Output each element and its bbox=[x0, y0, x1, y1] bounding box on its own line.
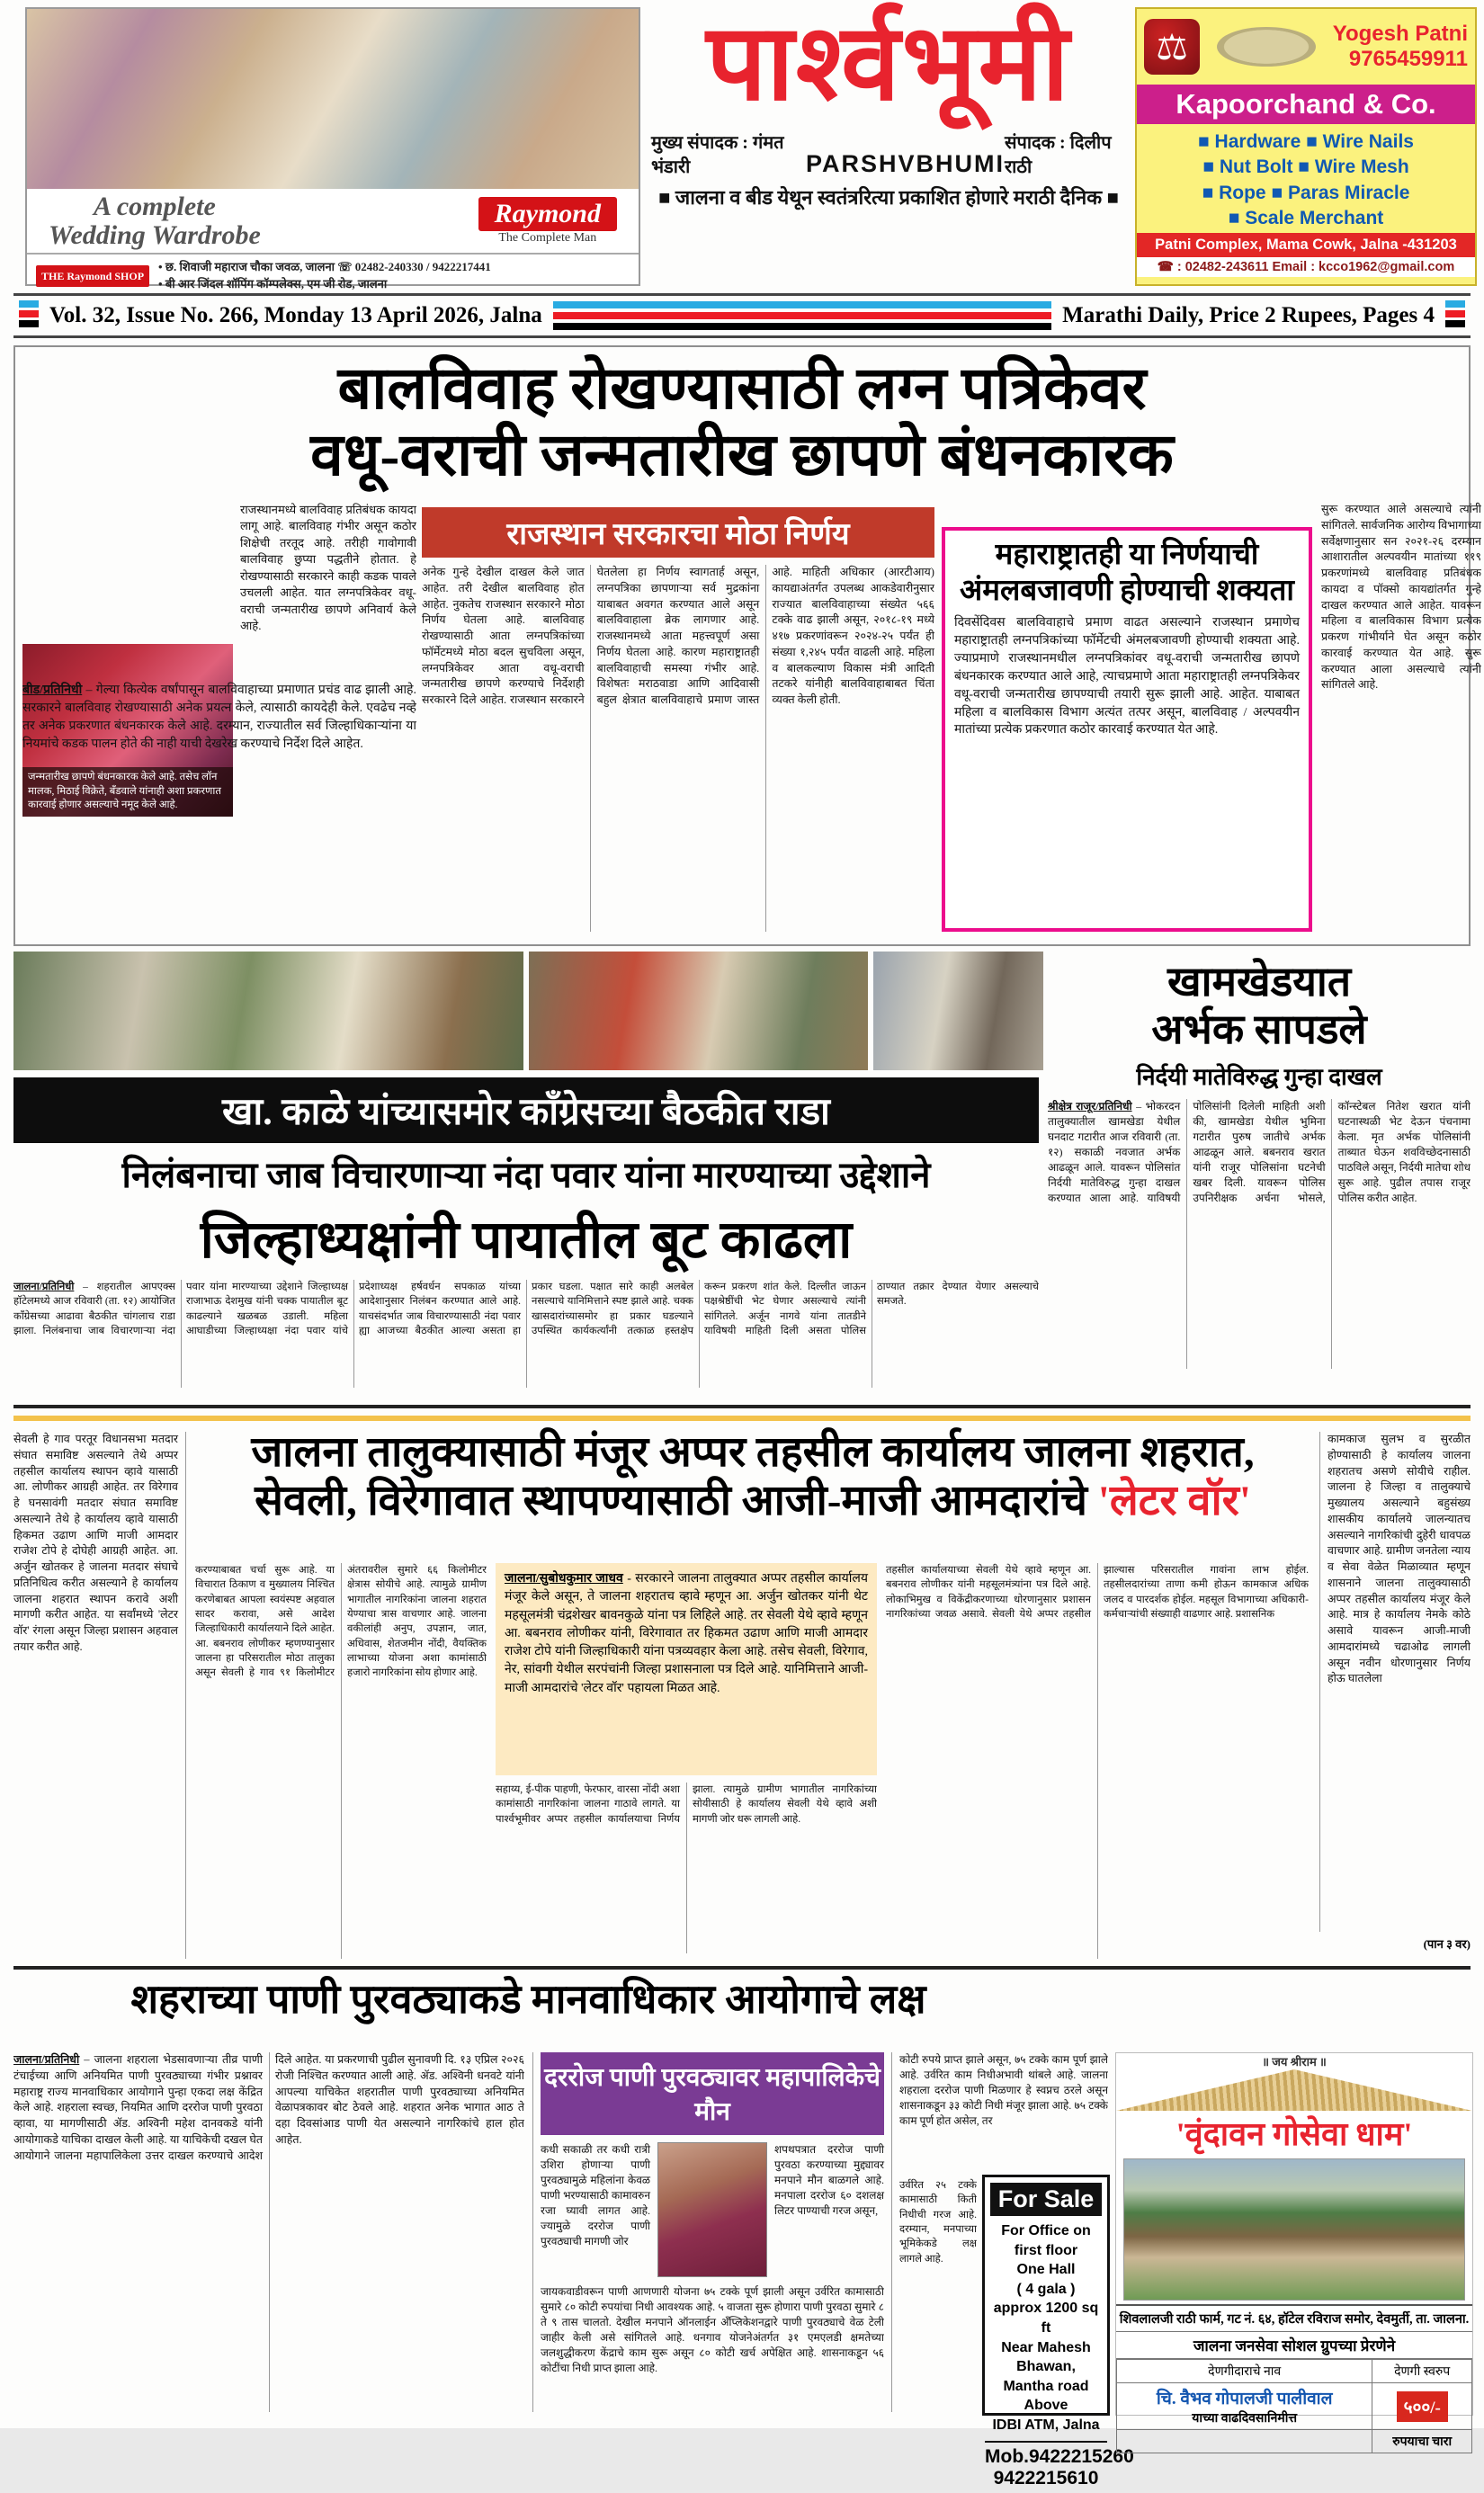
main-story bbox=[13, 345, 1481, 946]
editor: संपादक : दिलीप राठी bbox=[1005, 133, 1112, 177]
water-right-side: उर्वरित २५ टक्के कामासाठी किती निधीची गरज आहे. दरम्यान, मनपाच्या भूमिकेकडे लक्ष लागले आहे. bbox=[899, 2180, 977, 2265]
paper-title: पार्श्वभूमी bbox=[706, 4, 1071, 122]
tehsil-yellow-box-body: - सरकारने जालना तालुक्यात अप्पर तहसील कार्यालय मंजूर केले असून, ते जालना शहरातच व्हावे म्हणून आ. अर्जुन खोतकर यांनी थेट महसूलमंत्री चंद्रशेखर बावनकुळे यांना पत्र लिहिले आहे. तर सेवली येथे व्हावे म्हणून आ. बबनराव लोणीकर यांनी, विरेगावात तर हिकमत उढाण आणि माजी आमदार राजेश टोपे यांनी जिल्हाधिकारी यांना पत्रव्यवहार केला आहे. तसेच सेवली, विरेगाव, नेर, सांवगी येथील सरपंचांनी जिल्हा प्रशासनाला पत्र दिले आहे. यानिमित्ताने आजी-माजी आमदारांचे 'लेटर वॉर' पहायला मिळत आहे. bbox=[505, 1572, 869, 1695]
water-right-column: कोटी रुपये प्राप्त झाले असून, ७५ टक्के काम पूर्ण झाले आहे. उर्वरित काम निधीअभावी थांबले आहे. जालना शहराला दररोज पाणी मिळणार हे स्वप्नच ठरले असून शासनाकडून ३३ कोटी निधी मंजूर झाला आहे. ७५ टक्के काम पूर्ण होत असेल, तर bbox=[899, 2053, 1108, 2128]
forsale-line2: One Hall bbox=[1016, 2262, 1076, 2278]
mauna-body: जायकवाडीवरून पाणी आणणारी योजना ७५ टक्के पूर्ण झाली असून उर्वरित कामासाठी सुमारे ८० कोटी रुपयांचा निधी आवश्यक आहे. ५ वाजता सुरू होणारा पाणी पुरवठा सुमारे ८ ते ९ तास चालतो. देखील मनपाने ऑनलाईन अँप्लिकेशनद्वारे पाणी पुरवठ्याचे वेळ टेली जाहीर केली असे सांगितले आहे. धनगाव योजनेअंतर्गत ३१ एमएलडी क्षमतेच्या जलशुद्धीकरण केंद्राचे काम सुरू असून ८० कोटी खर्च अपेक्षित आहे. शासनाकडून ५६ कोटींचा निधी प्राप्त झाला आहे. bbox=[541, 2285, 884, 2375]
meeting-photo-3 bbox=[873, 952, 1043, 1070]
orange-rule bbox=[13, 1416, 1471, 1421]
donation-table bbox=[1116, 2359, 1472, 2453]
raymond-address-2: • बी आर जिंदल शॉपिंग कॉम्पलेक्स, एम जी रोड, जालना bbox=[158, 276, 388, 290]
main-headline-2: वधू-वराची जन्मतारीख छापणे बंधनकारक bbox=[310, 422, 1174, 488]
kap-items-2: ■ Nut Bolt ■ Wire Mesh bbox=[1202, 156, 1409, 178]
rope-image bbox=[1217, 27, 1316, 67]
gauseva-title: 'वृंदावन गोसेवा धाम' bbox=[1176, 2116, 1413, 2152]
water-headline: शहराच्या पाणी पुरवठ्याकडे मानवाधिकार आयोगाचे लक्ष bbox=[130, 1977, 926, 2022]
raymond-logo-sub: The Complete Man bbox=[498, 230, 597, 245]
donation-kind: रुपयाचा चारा bbox=[1372, 2430, 1472, 2453]
tehsil-byline: जालना/सुबोधकुमार जाधव bbox=[505, 1572, 623, 1586]
mauna-story bbox=[532, 2052, 892, 2412]
kap-phone: 9765459911 bbox=[1348, 47, 1468, 71]
raymond-ad-text bbox=[49, 192, 261, 249]
tricolor-stripes bbox=[553, 301, 1051, 330]
rajasthan-box-title: राजस्थान सरकारचा मोठा निर्णय bbox=[422, 507, 934, 558]
donation-amount: ५००/- bbox=[1397, 2391, 1448, 2422]
main-headline-1: बालविवाह रोखण्यासाठी लग्न पत्रिकेवर bbox=[337, 356, 1147, 422]
gauseva-ad bbox=[1115, 2052, 1473, 2449]
forsale-title: For Sale bbox=[990, 2183, 1102, 2216]
donation-empty-cell bbox=[1117, 2430, 1372, 2453]
kap-items-3: ■ Rope ■ Paras Miracle bbox=[1202, 182, 1410, 203]
main-columns: अनेक गुन्हे देखील दाखल केले जात आहेत. तरी देखील बालविवाह होत आहेत. नुकतेच राजस्थान सरकारने मोठा निर्णय घेतला आहे. बालविवाह रोखण्यासाठी आता लग्नपत्रिकांच्या फॉर्मेटमध्ये मोठा बदल सुचविला असून, लग्नपत्रिकेवर आता वधू-वराची जन्मतारीख छापणे करण्याचे निर्देशही सरकारने दिले आहेत. राजस्थान सरकारने घेतलेला हा निर्णय स्वागतार्ह असून, लग्नपत्रिका छापणाऱ्या सर्व मुद्रकांना याबाबत अवगत करण्यात आले असून बालविवाहाला ब्रेक लागणार आहे. राजस्थानमध्ये आता महत्त्वपूर्ण असा निर्णय घेतला आहे. कारण महाराष्ट्रातही बालविवाहाची समस्या गंभीर आहे. विशेषतः मराठवाडा आणि आदिवासी बहुल क्षेत्रात बालविवाहाचे प्रमाण जास्त आहे. माहिती अधिकार (आरटीआय) कायद्याअंतर्गत उपलब्ध आकडेवारीनुसार राज्यात बालविवाहाच्या संख्येत ५६६ टक्के वाढ झाली असून, २०१८-१९ मध्ये ४१७ प्रकरणांवरून २०२४-२५ पर्यंत ही संख्या १,२४५ पर्यंत वाढली आहे. महिला व बालकल्याण विकास मंत्री आदिती तटकरे यांनीही बालविवाहाबाबत चिंता व्यक्त केली होती. bbox=[422, 566, 934, 706]
khamkhed-byline: श्रीक्षेत्र राजूर/प्रतिनिधी bbox=[1048, 1099, 1132, 1112]
congress-story bbox=[13, 1077, 1039, 1403]
gauseva-jay-text: ॥ जय श्रीराम ॥ bbox=[1262, 2055, 1327, 2069]
khamkhed-subhead: निर्दयी मातेविरुद्ध गुन्हा दाखल bbox=[1136, 1063, 1382, 1090]
forsale-line7: IDBI ATM, Jalna bbox=[992, 2417, 1100, 2433]
meeting-photo-1 bbox=[13, 952, 523, 1070]
woman-photo bbox=[657, 2142, 767, 2277]
tehsil-yellow-box bbox=[496, 1563, 877, 1775]
main-byline-para bbox=[22, 682, 416, 934]
kap-items-1: ■ Hardware ■ Wire Nails bbox=[1198, 131, 1414, 152]
dateline-left: Vol. 32, Issue No. 266, Monday 13 April 2026, Jalna bbox=[49, 303, 542, 327]
chief-editor: मुख्य संपादक : गंमत भंडारी bbox=[651, 133, 784, 177]
maharashtra-box bbox=[942, 527, 1312, 932]
meeting-photo-2 bbox=[529, 952, 869, 1070]
water-story bbox=[13, 1977, 1043, 2024]
tehsil-story bbox=[13, 1428, 1471, 1961]
forsale-mobile-1: Mob.9422215260 bbox=[985, 2445, 1134, 2467]
congress-subhead: निलंबनाचा जाब विचारणाऱ्या नंदा पवार यांना मारण्याच्या उद्देशाने bbox=[121, 1155, 931, 1195]
donor-cell bbox=[1117, 2383, 1372, 2430]
bride-photo-caption: जन्मतारीख छापणे बंधनकारक केले आहे. तसेच लॉन मालक, मिठाई विक्रेते, बँडवाले यांनाही अशा प्रकरणात कारवाई होणार असल्याचे नमूद केले आहे. bbox=[22, 767, 233, 817]
thatched-roof-graphic bbox=[1116, 2069, 1472, 2111]
kap-address: Patni Complex, Mama Cowk, Jalna -431203 bbox=[1137, 233, 1475, 257]
water-body: – जालना शहराला भेडसावणाऱ्या तीव्र पाणी टंचाईच्या आणि अनियमित पाणी पुरवठ्याच्या गंभीर प्रश्नावर महाराष्ट्र राज्य मानवाधिकार आयोगाने पुन्हा एकदा लक्ष केंद्रित केले आहे. शहराला स्वच्छ, नियमित आणि दररोज पाणी पुरवठा व्हावा, या मागणीसाठी ॲड. अश्विनी महेश दानवकडे यांनी आयोगाकडे याचिका दाखल केली आहे. या याचिकेची दखल घेत आयोगाने जालना महापालिकेला उत्तर दाखल करण्याचे आदेश दिले आहेत. या प्रकरणाची पुढील सुनावणी दि. १३ एप्रिल २०२६ रोजी निश्चित करण्यात आली आहे. ॲड. अश्विनी धनवटे यांनी आपल्या याचिकेत शहरातील पाणी पुरवठ्याच्या अनियमित वेळापत्रकावर बोट ठेवले आहे. शहरात अनेक भागात आठ ते दहा दिवसांआड पाणी येत असल्याने नागरिकांचे हाल होत आहेत. bbox=[13, 2053, 524, 2162]
donation-col-amount-header: देणगी स्वरुप bbox=[1372, 2360, 1472, 2383]
congress-barline: खा. काळे यांच्यासमोर काँग्रेसच्या बैठकीत राडा bbox=[13, 1077, 1039, 1143]
raymond-ad bbox=[25, 7, 640, 290]
maharashtra-box-body: दिवसेंदिवस बालविवाहाचे प्रमाण वाढत असल्याने राजस्थान प्रमाणेच महाराष्ट्रातही लग्नपत्रिकांच्या फॉर्मेटची अंमलबजावणी होण्याची शक्यता आहे. ज्याप्रमाणे राजस्थानमधील लग्नपत्रिकांवर वधू-वराची जन्मतारीख छापणे बंधनकारक करण्यात आले आहे, त्याचप्रमाणे आता महाराष्ट्रातही लग्नपत्रिकेवर वधू-वराची जन्मतारीख छापण्याची तयारी सुरू झाली आहे. आहेत. याबाबत महिला व बालविकास विभाग अत्यंत तत्पर असून, बालविवाह / अल्पवयीन मातांच्या प्रत्येक प्रकरणात कठोर कारवाई करण्यात येत आहे. bbox=[954, 616, 1300, 737]
forsale-mobile-2: 9422215610 bbox=[993, 2467, 1099, 2489]
khamkhed-headline-1: खामखेडयात bbox=[1167, 959, 1352, 1005]
kap-contact: ☎ : 02482-243611 Email : kcco1962@gmail.com bbox=[1137, 257, 1475, 277]
forsale-line4: approx 1200 sq ft bbox=[993, 2301, 1099, 2336]
raymond-ad-line2: Wedding Wardrobe bbox=[49, 219, 261, 250]
khamkhed-story bbox=[1048, 959, 1471, 1403]
tehsil-continued: (पान ३ वर) bbox=[1423, 1937, 1471, 1951]
mauna-col2: शपथपत्रात दररोज पाणी पुरवठा करण्याच्या मुद्द्यावर मनपाने मौन बाळगले आहे. मनपाला दररोज ६० दशलक्ष लिटर पाण्याची गरज असून, bbox=[774, 2143, 884, 2218]
khamkhed-headline-2: अर्भक सापडले bbox=[1151, 1005, 1367, 1052]
main-byline: बीड/प्रतिनिधी bbox=[22, 684, 83, 697]
main-byline-body: – गेल्या कित्येक वर्षांपासून बालविवाहाच्या प्रमाणात प्रचंड वाढ झाली आहे. सरकारने बालविवाह रोखण्यासाठी अनेक प्रयत्न केले, त्यासाठी कायदेही केले. एवढेच नव्हे तर अनेक प्रकरणात बंधनकारक केले आहे. दरम्यान, राज्यातील सर्व जिल्हाधिकाऱ्यांना या नियमांचे कडक पालन होते की नाही याची देखरेख करण्याचे निर्देश दिले आहेत. bbox=[22, 684, 416, 751]
tehsil-right-column: कामकाज सुलभ व सुरळीत होण्यासाठी हे कार्यालय जालना शहरातच असणे सोयीचे राहील. जालना हे जिल्हा व तालुक्याचे मुख्यालय असल्याने बहुसंख्य शासकीय कार्यालये जालन्यातच असल्याने नागरिकांची दुहेरी धावपळ वाचणार आहे. ग्रामीण जनतेला न्याय व सेवा वेळेत मिळाव्यात म्हणून शासनाने जालना तालुक्यासाठी अप्पर तहसील कार्यालय मंजूर केले आहे. मात्र हे कार्यालय नेमके कोठे असावे यावरून आजी-माजी आमदारांमध्ये चढाओढ लागली असून नवीन धोरणानुसार निर्णय होऊ घातलेला bbox=[1319, 1432, 1471, 1932]
paper-tagline: ■ जालना व बीड येथून स्वतंत्ररित्या प्रकाशित होणारे मराठी दैनिक ■ bbox=[658, 186, 1119, 209]
raymond-logo: Raymond bbox=[478, 197, 617, 231]
rajasthan-box bbox=[422, 507, 934, 558]
section-divider bbox=[13, 1405, 1471, 1408]
tehsil-columns-a: करण्याबाबत चर्चा सुरू आहे. या विचारात ठिकाण व मुख्यालय निश्चित करणेबाबत आपला स्वयंस्पष्ट अहवाल सादर करावा, असे आदेश जिल्हाधिकारी कार्यालयाने दिले आहेत. आ. बबनराव लोणीकर म्हणण्यानुसार जालना हा परिसरातील मोठा तालुका असून सेवली हे गाव ९१ किलोमीटर अंतरावरील सुमारे ६६ किलोमीटर क्षेत्रास सोयीचे आहे. त्यामुळे ग्रामीण भागातील नागरिकांना जालना शहरात येण्याचा त्रास वाचणार आहे. जालना वकीलांही अनुप, उपज्ञान, जात, अधिवास, शेतजमीन नोंदी, वैयक्तिक लाभाच्या योजना अशा कामांसाठी हजारो नागरिकांना सोय होणार आहे. bbox=[195, 1565, 487, 1679]
gauseva-line: जालना जनसेवा सोशल ग्रुपच्या प्रेरणेने bbox=[1116, 2332, 1472, 2359]
raymond-address-1: • छ. शिवाजी महाराज चौका जवळ, जालना ☏ 02482-240330 / 9422217441 bbox=[158, 260, 491, 273]
mauna-headline: दररोज पाणी पुरवठ्यावर महापालिकेचे मौन bbox=[541, 2052, 884, 2135]
kap-items-4: ■ Scale Merchant bbox=[1228, 208, 1384, 229]
dateline-bar bbox=[13, 293, 1471, 338]
water-byline: जालना/प्रतिनिधी bbox=[13, 2053, 80, 2066]
raymond-shop-logo: THE Raymond SHOP bbox=[36, 265, 149, 287]
forsale-line3: ( 4 gala ) bbox=[1016, 2281, 1076, 2297]
tehsil-headline-2-black: सेवली, विरेगावात स्थापण्यासाठी आजी-माजी आमदारांचे bbox=[255, 1478, 1098, 1525]
gauseva-address: शिवलालजी राठी फार्म, गट नं. ६४, हॉटेल रविराज समोर, देवमुर्ती, ता. जालना. bbox=[1116, 2304, 1472, 2332]
forsale-line6: Mantha road Above bbox=[1003, 2378, 1089, 2414]
forsale-line1: For Office on first floor bbox=[1001, 2223, 1091, 2258]
tehsil-left-column: सेवली हे गाव परतूर विधानसभा मतदार संघात समाविष्ट असल्याने तेथे अप्पर तहसील कार्यालय स्थापन व्हावे यासाठी आ. लोणीकर आग्रही आहेत. तर विरेगाव हे घनसावंगी मतदार संघात समाविष्ट असल्याने तेथे हे कार्यालय व्हावे यासाठी हिकमत उढाण आणि माजी आमदार राजेश टोपे हे दोघेही आग्रही आहेत. आ. अर्जुन खोतकर हे जालना मतदार संघाचे प्रतिनिधित्व करीत असल्याने हे कार्यालय जालना शहरात स्थापन करावे अशी मागणी करीत आहेत. या सर्वांमध्ये 'लेटर वॉर' रंगला असून जिल्हा प्रशासन अहवाल तयार करीत आहे. bbox=[13, 1432, 186, 1959]
wedding-photo bbox=[27, 9, 639, 189]
meeting-photo-strip bbox=[13, 952, 1043, 1070]
khamkhed-body: – भोकरदन तालुक्यातील खामखेडा येथील घनदाट गटारीत आज रविवारी (ता. १२) सकाळी नवजात अर्भक आढळून आले. यावरून पोलिसांत निर्दयी मातेविरुद्ध गुन्हा दाखल करण्यात आला आहे. याविषयी पोलिसांनी दिलेली माहिती अशी की, खामखेडा येथील भुमिना गटारीत पुरुष जातीचे अर्भक आढळून आले. बबनराव खरात यांनी राजूर पोलिसांना घटनेची खबर दिली. यावरून पोलिस उपनिरीक्षक अर्चना भोसले, कॉन्स्टेबल नितेश खरात यांनी घटनास्थळी भेट देऊन पंचनामा केला. मृत अर्भक पोलिसांनी ताब्यात घेऊन शवविच्छेदनासाठी पाठविले असून, निर्दयी मातेचा शोध सुरू आहे. पुढील तपास राजूर पोलिस करीत आहेत. bbox=[1048, 1099, 1471, 1204]
congress-columns bbox=[13, 1280, 1039, 1388]
tehsil-headline-2 bbox=[195, 1477, 1310, 1525]
kap-person: Yogesh Patni bbox=[1332, 22, 1468, 47]
flag-icon-right bbox=[1445, 300, 1465, 331]
tehsil-columns-c: तहसील कार्यालयाच्या सेवली येथे व्हावे म्हणून आ. बबनराव लोणीकर यांनी महसूलमंत्र्यांना पत्र दिले आहे. लोकाभिमुख व विकेंद्रीकरणाच्या धोरणानुसार प्रशासन नागरिकांच्या जवळ असावे. सेवली येथे अप्पर तहसील झाल्यास परिसरातील गावांना लाभ होईल. तहसीलदारांच्या ताणा कमी होऊन कामकाज अधिक जलद व पारदर्शक होईल. महसूल विभागाच्या अधिकारी-कर्मचाऱ्यांची संख्याही वाढणार आहे. प्रशासनिक bbox=[886, 1565, 1309, 1620]
kapoorchand-ad bbox=[1135, 7, 1477, 286]
mauna-col1: कधी सकाळी तर कधी रात्री उशिरा होणाऱ्या पाणी पुरवठ्यामुळे महिलांना केवळ पाणी भरण्यासाठी कामावरुन रजा घ्यावी लागत आहे. ज्यामुळे दररोज पाणी पुरवठ्याची मागणी जोर bbox=[541, 2143, 650, 2248]
paper-title-english: PARSHVBHUMI bbox=[805, 150, 1005, 177]
forsale-line5: Near Mahesh Bhawan, bbox=[1001, 2339, 1091, 2375]
congress-body: – शहरातील आपएक्स हॉटेलमध्ये आज रविवारी (ता. १२) आयोजित काँग्रेसच्या आढावा बैठकीत चांगलाच राडा झाला. निलंबनाचा जाब विचारणाऱ्या नंदा पवार यांना मारण्याच्या उद्देशाने जिल्हाध्यक्ष राजाभाऊ देशमुख यांनी चक्क पायातील बूट काढल्याने खळबळ उडाली. महिला आघाडीच्या जिल्हाध्यक्षा नंदा पवार यांचे प्रदेशाध्यक्ष हर्षवर्धन सपकाळ यांच्या आदेशानुसार निलंबन करण्यात आले आहे. याचसंदर्भात जाब विचारण्यासाठी नंदा पवार ह्या आजच्या बैठकीत आल्या असता हा प्रकार घडला. पक्षात सारे काही अलबेल नसल्याचे यानिमित्ताने स्पष्ट झाले आहे. चक्क खासदारांच्यासमोर हा प्रकार घडल्याने उपस्थित कार्यकर्त्यांनी तत्काळ हस्तक्षेप करून प्रकरण शांत केले. दिल्लीत जाऊन पक्षश्रेष्ठींची भेट घेणार असल्याचे त्यांनी सांगितले. अर्जून नागवे यांना तातडीने याविषयी माहिती दिली असता पोलिस ठाण्यात तक्रार देण्यात येणार असल्याचे समजते. bbox=[13, 1282, 1039, 1336]
maharashtra-box-title-2: अंमलबजावणी होण्याची शक्यता bbox=[960, 574, 1294, 607]
congress-bighead: जिल्हाध्यक्षांनी पायातील बूट काढला bbox=[200, 1211, 853, 1269]
raymond-ad-line1: A complete bbox=[94, 192, 216, 221]
main-right-column: सुरू करण्यात आले असल्याचे त्यांनी सांगितले. सार्वजनिक आरोग्य विभागाच्या सर्वेक्षणानुसार सन २०२१-२६ दरम्यान आशारातील अल्पवयीन मातांच्या ११९ प्रकरणांमध्ये बालविवाह प्रतिबंधक कायदा व पॉक्सो कायद्यांतर्गत गुन्हे दाखल करण्यात आले आहेत. यावरून महिला व बालविकास विभाग प्रत्येक प्रकरण गांभीर्याने घेत असून कठोर कारवाई करण्यात येत आहे. सुरू करण्यात आला असल्याचे त्यांनी सांगितले आहे. bbox=[1321, 503, 1481, 692]
cows-photo bbox=[1123, 2158, 1465, 2301]
donation-col-name-header: देणगीदाराचे नाव bbox=[1117, 2360, 1372, 2383]
forsale-ad bbox=[982, 2175, 1134, 2489]
donation-amount-cell bbox=[1372, 2383, 1472, 2430]
donor-name: चि. वैभव गोपालजी पालीवाल bbox=[1156, 2390, 1333, 2408]
water-columns bbox=[13, 2052, 524, 2412]
tehsil-headline-2-red: 'लेटर वॉर' bbox=[1097, 1478, 1251, 1525]
khamkhed-columns bbox=[1048, 1099, 1471, 1369]
masthead bbox=[646, 4, 1131, 210]
kap-name: Kapoorchand & Co. bbox=[1137, 85, 1475, 124]
main-left-column: राजस्थानमध्ये बालविवाह प्रतिबंधक कायदा लागू आहे. बालविवाह गंभीर असून कठोर शिक्षेची तरतूद आहे. तरीही गावोगावी बालविवाह छुप्या पद्धतीने होतात. हे रोखण्यासाठी सरकारने काही कडक पावले उचलली आहेत. यात लग्नपत्रिकेवर वधू-वराची जन्मतारीख छापणे अनिवार्य केले आहे. bbox=[240, 503, 416, 633]
tehsil-headline-1: जालना तालुक्यासाठी मंजूर अप्पर तहसील कार्यालय जालना शहरात, bbox=[251, 1429, 1255, 1476]
section-divider-2 bbox=[13, 1966, 1471, 1970]
donor-occasion: याच्या वाढदिवसानिमीत्त bbox=[1192, 2412, 1298, 2426]
maharashtra-box-title-1: महाराष्ट्रातही या निर्णयाची bbox=[995, 539, 1259, 571]
scales-icon: ⚖ bbox=[1144, 19, 1200, 75]
flag-icon-left bbox=[19, 300, 39, 331]
congress-byline: जालना/प्रतिनिधी bbox=[13, 1282, 75, 1292]
tehsil-columns-b: सहाय्य, ई-पीक पाहणी, फेरफार, वारसा नोंदी अशा कामांसाठी नागरिकांना जालना गाठावे लागते. या पार्श्वभूमीवर अप्पर तहसील कार्यालयाचा निर्णय झाला. त्यामुळे ग्रामीण भागातील नागरिकांच्या सोयीसाठी हे कार्यालय सेवली येथे व्हावे अशी मागणी जोर धरू लागली आहे. bbox=[496, 1784, 877, 1825]
dateline-right: Marathi Daily, Price 2 Rupees, Pages 4 bbox=[1062, 303, 1435, 327]
